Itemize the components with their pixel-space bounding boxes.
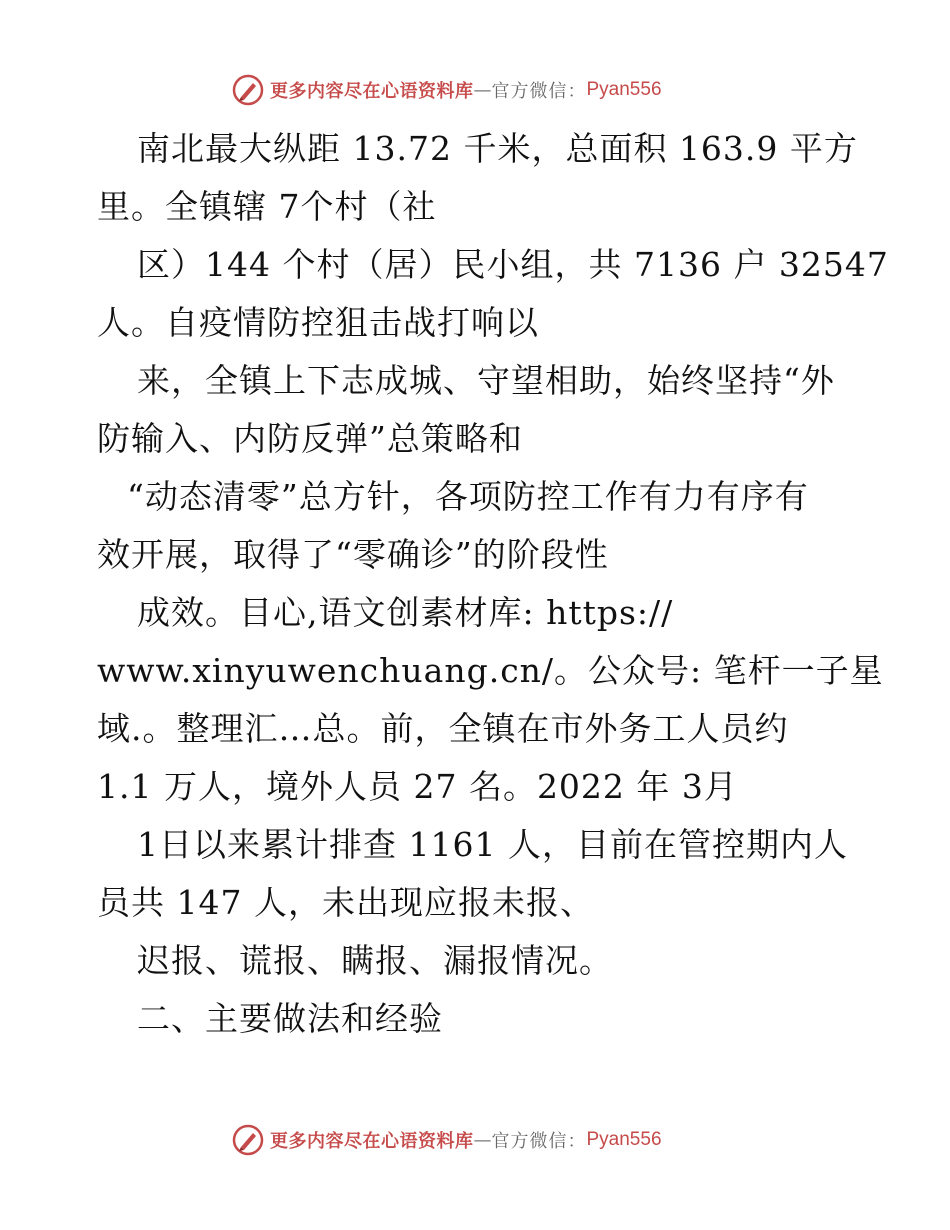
text-line: 1日以来累计排查 1161 人，目前在管控期内人 bbox=[137, 825, 848, 864]
watermark-brand: 更多内容尽在心语资料库 bbox=[270, 81, 474, 102]
watermark-label: 官方微信： bbox=[491, 1131, 587, 1152]
text-line: 防输入、内防反弹”总策略和 bbox=[97, 419, 523, 458]
text-line: 来，全镇上下志成城、守望相助，始终坚持“外 bbox=[137, 361, 835, 400]
text-line: 里。全镇辖 7个村（社 bbox=[97, 187, 437, 226]
text-line: 成效。目心,语文创素材库: https:// bbox=[137, 593, 674, 632]
text-line: 1.1 万人，境外人员 27 名。2022 年 3月 bbox=[97, 767, 738, 806]
text-line: 迟报、谎报、瞒报、漏报情况。 bbox=[137, 941, 613, 980]
watermark-wechat-id: Pyan556 bbox=[586, 79, 662, 100]
watermark-separator: — bbox=[473, 79, 492, 101]
text-line: “动态清零”总方针，各项防控工作有力有序有 bbox=[127, 477, 809, 516]
watermark-label: 官方微信： bbox=[491, 81, 587, 102]
text-line: 南北最大纵距 13.72 千米，总面积 163.9 平方 bbox=[137, 129, 858, 168]
pen-logo-icon bbox=[232, 74, 264, 106]
text-line: 员共 147 人，未出现应报未报、 bbox=[97, 883, 594, 922]
header-watermark bbox=[232, 72, 662, 108]
pen-logo-icon bbox=[232, 1124, 264, 1156]
footer-watermark bbox=[232, 1122, 662, 1158]
watermark-wechat-id: Pyan556 bbox=[586, 1129, 662, 1150]
text-line: 人。自疫情防控狙击战打响以 bbox=[97, 303, 539, 342]
text-line: 效开展，取得了“零确诊”的阶段性 bbox=[97, 535, 609, 574]
section-heading: 二、主要做法和经验 bbox=[137, 999, 443, 1038]
text-line: 区）144 个村（居）民小组，共 7136 户 32547 bbox=[137, 245, 889, 284]
text-line: www.xinyuwenchuang.cn/。公众号: 笔杆一子星 bbox=[97, 651, 884, 690]
watermark-brand: 更多内容尽在心语资料库 bbox=[270, 1131, 474, 1152]
watermark-separator: — bbox=[473, 1129, 492, 1151]
text-line: 域.。整理汇…总。前，全镇在市外务工人员约 bbox=[97, 709, 789, 748]
